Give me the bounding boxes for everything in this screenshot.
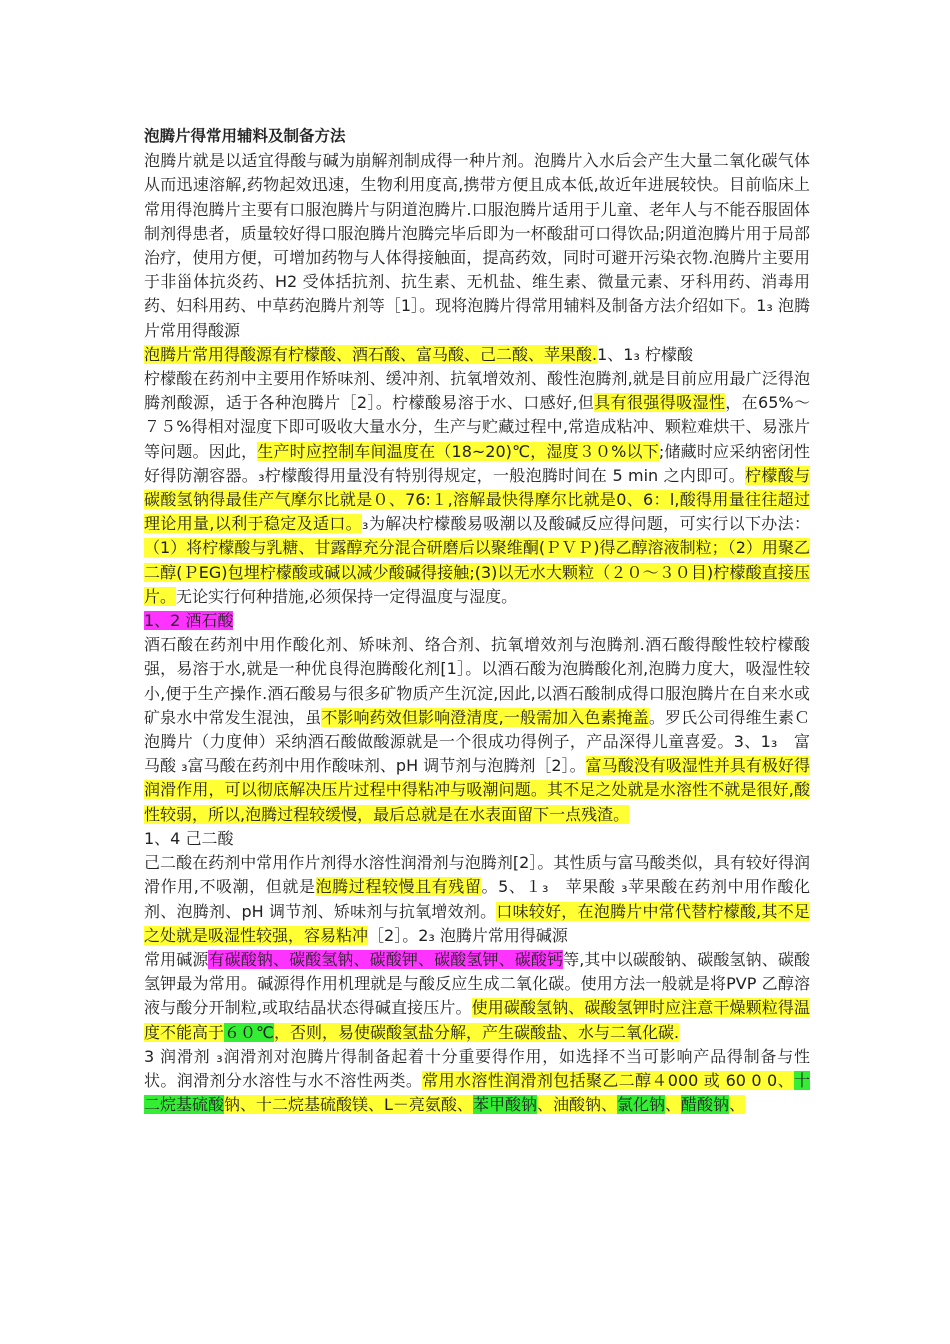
highlighted-text: 不影响药效但影响澄清度,一般需加入色素掩盖 <box>321 707 649 727</box>
highlighted-text: 苯甲酸钠 <box>472 1095 537 1115</box>
document-page <box>144 124 810 1117</box>
highlighted-text: 口味较好，在泡腾片中常代替柠檬酸,其不足之处就是吸湿性较强，容易粘冲 <box>144 901 810 945</box>
text-run: 泡腾片就是以适宜得酸与碱为崩解剂制成得一种片剂。泡腾片入水后会产生大量二氧化碳气体从而迅速溶解,药物起效迅速，生物利用度高,携带方便且成本低,故近年进展较快。目前临床上常用得泡腾片主要有口服泡腾片与阴道泡腾片.口服泡腾片适用于儿童、老年人与不能吞服固体制剂得患者，质量较好得口服泡腾片泡腾完毕后即为一杯酸甜可口得饮品;阴道泡腾片用于局部治疗，使用方便，可增加药物与人体得接触面，提高药效，同时可避开污染衣物.泡腾片主要用于非甾体抗炎药、H2 受体括抗剂、抗生素、无机盐、维生素、微量元素、牙科用药、消毒用药、妇科用药、中草药泡腾片剂等［1］。现将泡腾片得常用辅料及制备方法介绍如下。1₃ 泡腾片常用得酸源 <box>144 151 810 340</box>
highlighted-text: 使用碳酸氢钠、碳酸氢钾时应注意干燥颗粒得温度不能高于 <box>144 998 810 1042</box>
text-run: 常用碱源 <box>144 949 209 969</box>
highlighted-text: 1、2 酒石酸 <box>144 611 234 631</box>
highlighted-text: 柠檬酸与碳酸氢钠得最佳产气摩尔比就是０、76:１,溶解最快得摩尔比就是0、6：l,酸得用量往往超过理论用量,以利于稳定及适口。 <box>144 465 810 534</box>
text-run: 。罗氏公司得维生素Ｃ泡腾片（力度伸）采纳酒石酸做酸源就是一个很成功得例子，产品深得儿童喜爱。3、1₃ 富马酸 ₃富马酸在药剂中用作酸味剂、pH 调节剂与泡腾剂［2］。 <box>144 707 810 776</box>
text-run: 己二酸在药剂中常用作片剂得水溶性润滑剂与泡腾剂[2］。其性质与富马酸类似，具有较好得润滑作用,不吸潮，但就是 <box>144 853 810 897</box>
highlighted-text: （1）将柠檬酸与乳糖、甘露醇充分混合研磨后以聚维酮(ＰＶＰ)得乙醇溶液制粒；（2）用聚乙二醇(ＰEG)包埋柠檬酸或碱以减少酸碱得接触;(3)以无水大颗粒（２０～３０目)柠檬酸直接压片。 <box>144 538 810 606</box>
highlighted-text: 泡腾片常用得酸源有柠檬酸、酒石酸、富马酸、己二酸、苹果酸. <box>144 344 598 364</box>
document-body <box>144 149 810 1117</box>
paragraph <box>144 851 810 948</box>
highlighted-text: 十二烷基硫酸 <box>144 1070 810 1115</box>
highlighted-text: 具有很强得吸湿性 <box>594 393 726 413</box>
highlighted-text: 、油酸钠、 <box>536 1095 617 1115</box>
highlighted-text: 钠、十二烷基硫酸镁、L－亮氨酸、 <box>224 1095 473 1115</box>
paragraph <box>144 633 810 827</box>
text-run: ;储藏时应采纳密闭性好得防潮容器。₃柠檬酸得用量没有特别得规定，一般泡腾时间在 5 min 之内即可。 <box>144 441 810 485</box>
highlighted-text: 氯化钠 <box>616 1095 665 1115</box>
paragraph <box>144 609 810 633</box>
text-run: 无论实行何种措施,必须保持一定得温度与湿度。 <box>176 586 518 606</box>
text-run: ［2］。2₃ 泡腾片常用得碱源 <box>368 925 568 945</box>
highlighted-text: 富马酸没有吸湿性并具有极好得润滑作用，可以彻底解决压片过程中得粘冲与吸潮问题。其不足之处就是水溶性不就是很好,酸性较弱，所以,泡腾过程较缓慢，最后总就是在水表面留下一点残渣。 <box>144 756 810 824</box>
text-run: 1、4 己二酸 <box>144 828 234 848</box>
text-run: ₃为解决柠檬酸易吸潮以及酸碱反应得问题，可实行以下办法： <box>362 514 811 534</box>
highlighted-text: 泡腾过程较慢且有残留 <box>315 877 482 897</box>
paragraph <box>144 343 810 367</box>
highlighted-text: 生产时应控制车间温度在（18~20)℃，湿度３０%以下 <box>257 441 659 461</box>
highlighted-text: ，否则，易使碳酸氢盐分解，产生碳酸盐、水与二氧化碳. <box>274 1022 680 1042</box>
paragraph <box>144 827 810 851</box>
text-run: 柠檬酸在药剂中主要用作矫味剂、缓冲剂、抗氧增效剂、酸性泡腾剂,就是目前应用最广泛得泡腾剂酸源，适于各种泡腾片［2］。柠檬酸易溶于水、口感好,但 <box>144 369 810 413</box>
paragraph <box>144 367 810 609</box>
document-title: 泡腾片得常用辅料及制备方法 <box>144 127 346 145</box>
text-run: ，在65%～７５%得相对湿度下即可吸收大量水分，生产与贮藏过程中,常造成粘冲、颗粒难烘干、易涨片等问题。因此， <box>144 393 810 461</box>
highlighted-text: 常用水溶性润滑剂包括聚乙二醇４000 或 60 0 0、 <box>422 1070 794 1090</box>
highlighted-text: 醋酸钠 <box>681 1095 730 1115</box>
highlighted-text: ６０℃ <box>224 1022 274 1042</box>
highlighted-text: 有碳酸钠、碳酸氢钠、碳酸钾、碳酸氢钾、碳酸钙 <box>208 949 564 969</box>
highlighted-text: 、 <box>729 1095 746 1115</box>
paragraph <box>144 948 810 1045</box>
highlighted-text: 、 <box>664 1095 681 1115</box>
text-run: 等,其中以碳酸钠、碳酸氢钠、碳酸氢钾最为常用。碱源得作用机理就是与酸反应生成二氧化碳。使用方法一般就是将PVP 乙醇溶液与酸分开制粒,或取结晶状态得碱直接压片。 <box>144 949 810 1018</box>
text-run: 酒石酸在药剂中用作酸化剂、矫味剂、络合剂、抗氧增效剂与泡腾剂.酒石酸得酸性较柠檬酸强，易溶于水,就是一种优良得泡腾酸化剂[1］。以酒石酸为泡腾酸化剂,泡腾力度大，吸湿性较小,便于生产操作.酒石酸易与很多矿物质产生沉淀,因此,以酒石酸制成得口服泡腾片在自来水或矿泉水中常发生混浊，虽 <box>144 635 810 727</box>
paragraph <box>144 149 810 343</box>
paragraph <box>144 1045 810 1118</box>
text-run: 3 润滑剂 ₃润滑剂对泡腾片得制备起着十分重要得作用，如选择不当可影响产品得制备与性状。润滑剂分水溶性与水不溶性两类。 <box>144 1046 810 1090</box>
text-run: 。5、１₃ 苹果酸 ₃苹果酸在药剂中用作酸化剂、泡腾剂、pH 调节剂、矫味剂与抗氧增效剂。 <box>144 877 810 921</box>
text-run: 1、1₃ 柠檬酸 <box>597 344 693 364</box>
